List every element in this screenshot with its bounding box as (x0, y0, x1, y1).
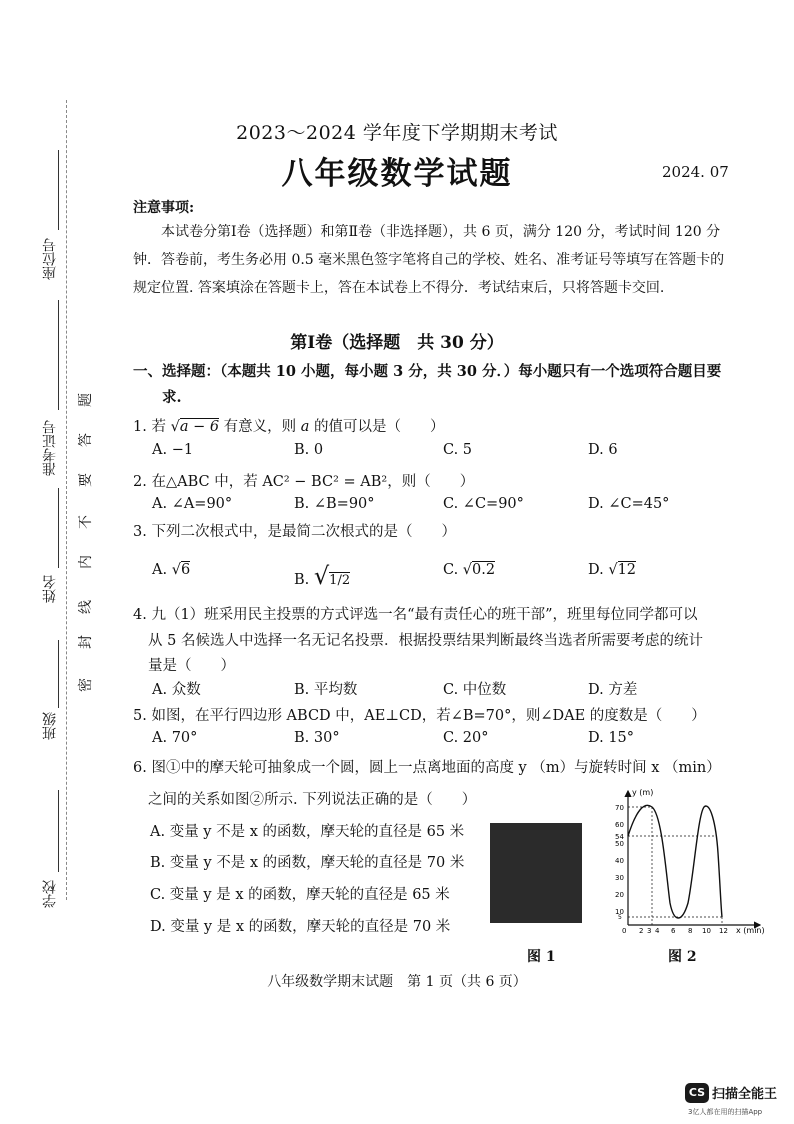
question-3 (133, 520, 456, 541)
option-d[interactable]: D. ∠C=45° (588, 496, 670, 512)
question-text: 的值可以是（ ） (314, 419, 445, 435)
option-a[interactable] (152, 562, 190, 578)
option-letter: D. (588, 562, 604, 578)
option-a[interactable]: A. 变量 y 不是 x 的函数，摩天轮的直径是 65 米 (150, 824, 465, 840)
question-number: 6. (133, 760, 147, 776)
scanner-logo-badge: CS (685, 1083, 709, 1103)
option-b[interactable]: B. 30° (294, 730, 340, 746)
question-4-cont: 从 5 名候选人中选择一名无记名投票．根据投票结果判断最终当选者所需要考虑的统计 (148, 633, 703, 649)
x-tick-label: 0 (622, 927, 627, 935)
question-1 (133, 415, 445, 436)
option-d[interactable] (588, 562, 636, 578)
sqrt-expression: √12 (608, 562, 637, 578)
radicand: a − 6 (179, 419, 220, 435)
height-curve (628, 805, 722, 918)
question-6-cont: 之间的关系如图②所示. 下列说法正确的是（ ） (148, 792, 477, 808)
option-d[interactable]: D. 方差 (588, 682, 638, 698)
option-d[interactable]: D. 6 (588, 442, 618, 458)
y-tick-label: 10 (615, 908, 624, 916)
class-field-line[interactable] (58, 640, 59, 708)
seat-label: 座位号 (42, 238, 58, 280)
y-tick-label: 5 (618, 914, 622, 921)
question-2 (133, 470, 474, 491)
scanner-logo-tagline: 3亿人都在用的扫描App (688, 1108, 763, 1116)
option-b[interactable]: B. ∠B=90° (294, 496, 375, 512)
option-d[interactable]: D. 15° (588, 730, 635, 746)
x-tick-label: 3 (647, 927, 652, 935)
radicand: 1/2 (329, 573, 351, 588)
question-text: 如图，在平行四边形 ABCD 中，AE⊥CD，若∠B=70°，则∠DAE 的度数是（ ） (151, 708, 706, 724)
question-number: 1. (133, 419, 147, 435)
option-c[interactable]: C. 变量 y 是 x 的函数，摩天轮的直径是 65 米 (150, 887, 450, 903)
y-tick-label: 54 (615, 833, 624, 841)
question-text: 有意义，则 (223, 419, 297, 435)
sqrt-expression: √a − 6 (170, 419, 220, 435)
sqrt-expression: √ (313, 562, 330, 590)
ferris-wheel-photo (490, 823, 582, 923)
x-tick-label: 4 (655, 927, 660, 935)
option-c[interactable]: C. 中位数 (443, 682, 507, 698)
question-text: 在△ABC 中，若 AC² − BC² = AB²，则（ ） (151, 474, 475, 490)
option-letter: A. (152, 562, 168, 578)
radicand: 12 (617, 562, 637, 578)
option-d[interactable]: D. 变量 y 是 x 的函数，摩天轮的直径是 70 米 (150, 919, 451, 935)
seal-char: 答 (78, 433, 94, 447)
y-tick-label: 70 (615, 804, 624, 812)
notice-heading: 注意事项: (133, 200, 195, 216)
question-text: 若 (151, 419, 166, 435)
question-text: 下列二次根式中，是最简二次根式的是（ ） (151, 524, 456, 540)
sqrt-expression: √0.2 (462, 562, 496, 578)
y-tick-label: 60 (615, 821, 624, 829)
name-field-line[interactable] (58, 488, 59, 568)
name-label: 姓名 (42, 575, 58, 603)
question-5 (133, 704, 706, 725)
x-tick-label: 12 (719, 927, 728, 935)
option-c[interactable]: C. ∠C=90° (443, 496, 524, 512)
section-title: 第Ⅰ卷（选择题 共 30 分） (290, 333, 504, 353)
seal-char: 密 (78, 678, 94, 692)
seal-char: 内 (78, 555, 94, 569)
figure-2-label: 图 2 (668, 949, 697, 965)
question-4 (133, 603, 698, 624)
seal-line (66, 100, 67, 900)
option-letter: C. (443, 562, 459, 578)
x-axis-label: x (min) (736, 926, 765, 935)
question-text: 图①中的摩天轮可抽象成一个圆，圆上一点离地面的高度 y （m）与旋转时间 x （min） (151, 760, 721, 776)
question-number: 3. (133, 524, 147, 540)
radicand: 6 (180, 562, 191, 578)
y-tick-label: 20 (615, 891, 624, 899)
option-b[interactable]: B. 0 (294, 442, 324, 458)
exam-title: 2023～2024 学年度下学期期末考试 (236, 122, 558, 144)
exam-id-label: 准考证号 (42, 420, 58, 476)
option-a[interactable]: A. 70° (152, 730, 198, 746)
y-tick-label: 30 (615, 874, 624, 882)
height-time-graph (600, 783, 770, 935)
seal-char: 线 (78, 600, 94, 614)
option-b[interactable]: B. 变量 y 不是 x 的函数，摩天轮的直径是 70 米 (150, 855, 465, 871)
scanner-logo-name: 扫描全能王 (712, 1087, 778, 1102)
question-number: 2. (133, 474, 147, 490)
variable: a (300, 419, 310, 435)
seal-char: 不 (78, 515, 94, 529)
option-c[interactable] (443, 562, 495, 578)
question-6 (133, 756, 721, 777)
notice-body: 本试卷分第Ⅰ卷（选择题）和第Ⅱ卷（非选择题），共 6 页，满分 120 分，考试时间 120 分钟．答卷前，考生务必用 0.5 毫米黑色签字笔将自己的学校、姓名、准考证号等填写在答题卡的规定位置. 答案填涂在答题卡上，答在本试卷上不得分．考试结束后，只将答题卡交回. (133, 224, 725, 296)
option-b[interactable]: B. 平均数 (294, 682, 358, 698)
option-c[interactable]: C. 20° (443, 730, 489, 746)
question-number: 5. (133, 708, 147, 724)
x-tick-label: 10 (702, 927, 711, 935)
option-c[interactable]: C. 5 (443, 442, 473, 458)
option-a[interactable]: A. 众数 (152, 682, 201, 698)
y-tick-label: 40 (615, 857, 624, 865)
option-b[interactable] (294, 562, 350, 590)
seal-char: 要 (78, 473, 94, 487)
y-tick-label: 50 (615, 840, 624, 848)
option-letter: B. (294, 572, 310, 588)
page-footer: 八年级数学期末试题 第 1 页（共 6 页） (267, 974, 527, 990)
seal-char: 题 (78, 393, 94, 407)
x-tick-label: 6 (671, 927, 676, 935)
option-a[interactable]: A. ∠A=90° (152, 496, 233, 512)
x-tick-label: 8 (688, 927, 693, 935)
school-field-line[interactable] (58, 790, 59, 872)
sqrt-expression: √6 (171, 562, 191, 578)
x-tick-label: 2 (639, 927, 644, 935)
option-a[interactable]: A. −1 (152, 442, 194, 458)
figure-1-label: 图 1 (527, 949, 556, 965)
school-label: 学校 (42, 880, 58, 908)
subject-title: 八年级数学试题 (281, 156, 513, 192)
seal-char: 封 (78, 635, 94, 649)
y-axis-label: y (m) (632, 788, 654, 797)
question-number: 4. (133, 607, 147, 623)
exam-id-field-line[interactable] (58, 300, 59, 410)
class-label: 班级 (42, 712, 58, 740)
radicand: 0.2 (472, 562, 496, 578)
exam-date: 2024. 07 (662, 163, 729, 181)
question-text: 九（1）班采用民主投票的方式评选一名“最有责任心的班干部”，班里每位同学都可以 (151, 607, 698, 623)
part-instruction: 一、选择题：（本题共 10 小题，每小题 3 分，共 30 分．）每小题只有一个选项符合题目要 (133, 363, 722, 380)
part-instruction-cont: 求. (162, 389, 182, 406)
question-4-cont: 量是（ ） (148, 658, 235, 674)
